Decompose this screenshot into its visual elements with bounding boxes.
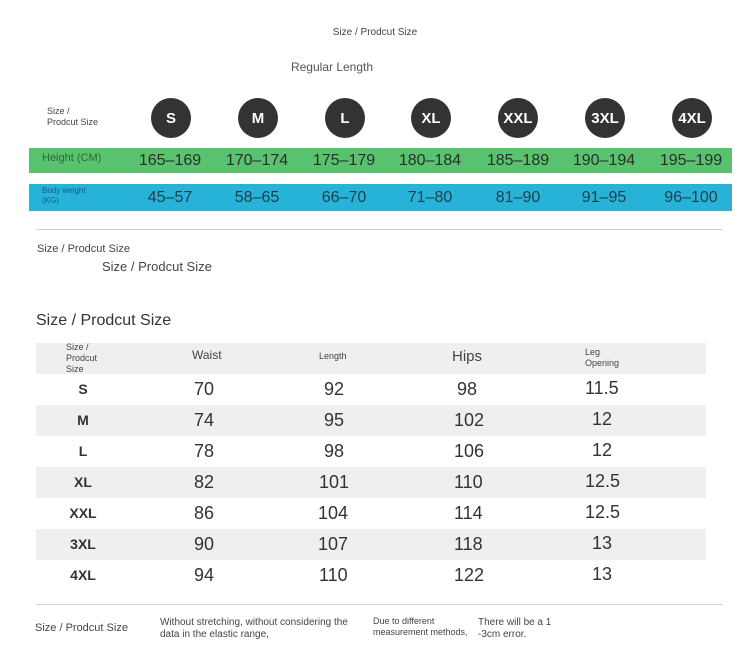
size-circle: 4XL (672, 98, 712, 138)
cell-hips: 118 (454, 534, 483, 554)
row-size: XXL (69, 505, 97, 521)
page-title: Size / Prodcut Size (332, 27, 418, 38)
height-value: 190–194 (572, 152, 636, 169)
cell-hips: 98 (457, 379, 478, 399)
cell-length: 95 (324, 410, 345, 430)
cell-hips: 110 (454, 472, 483, 492)
cell-leg-opening: 12 (592, 409, 613, 429)
size-circle: L (325, 98, 365, 138)
height-value: 180–184 (398, 152, 462, 169)
cell-hips: 106 (454, 441, 485, 461)
cell-waist: 82 (194, 472, 215, 492)
height-value: 175–179 (312, 152, 376, 169)
height-value: 170–174 (225, 152, 289, 169)
height-value: 195–199 (659, 152, 723, 169)
weight-value: 58–65 (234, 189, 280, 206)
weight-label: Body weight (KG) (42, 186, 86, 205)
row-size: 3XL (70, 536, 96, 552)
height-value: 165–169 (138, 152, 202, 169)
footer-note: Due to different measurement methods, (373, 616, 468, 637)
cell-hips: 114 (454, 503, 483, 523)
size-circle: XXL (498, 98, 538, 138)
weight-value: 45–57 (147, 189, 193, 206)
table-title: Size / Prodcut Size (36, 312, 172, 329)
cell-leg-opening: 12.5 (585, 502, 621, 522)
weight-value: 81–90 (495, 189, 541, 206)
cell-length: 101 (319, 472, 350, 492)
cell-waist: 90 (194, 534, 215, 554)
row-size: XL (74, 474, 92, 490)
cell-waist: 94 (194, 565, 215, 585)
size-row-label: Size / Prodcut Size (47, 106, 99, 127)
column-header-length: Length (319, 351, 347, 361)
cell-waist: 70 (194, 379, 215, 399)
size-circle: M (238, 98, 278, 138)
size-circle: 3XL (585, 98, 625, 138)
cell-leg-opening: 11.5 (585, 378, 619, 398)
cell-length: 92 (324, 379, 345, 399)
column-header-waist: Waist (192, 348, 222, 362)
footer-label: Size / Prodcut Size (35, 622, 128, 634)
cell-leg-opening: 12.5 (585, 471, 621, 491)
row-size: L (78, 443, 88, 459)
column-header-hips: Hips (452, 348, 483, 365)
cell-waist: 78 (194, 441, 215, 461)
cell-leg-opening: 12 (592, 440, 613, 460)
page-subtitle: Regular Length (290, 60, 374, 74)
cell-leg-opening: 13 (592, 533, 613, 553)
row-size: M (77, 412, 89, 428)
cell-length: 98 (324, 441, 345, 461)
weight-value: 91–95 (581, 189, 627, 206)
weight-value: 66–70 (321, 189, 367, 206)
cell-leg-opening: 13 (592, 564, 613, 584)
footer-note: Without stretching, without considering the data in the elastic range, (160, 617, 348, 640)
cell-hips: 122 (454, 565, 485, 585)
cell-length: 104 (318, 503, 349, 523)
cell-waist: 74 (194, 410, 215, 430)
weight-value: 71–80 (407, 189, 453, 206)
cell-hips: 102 (454, 410, 485, 430)
column-header-leg-opening: Leg Opening (585, 347, 620, 368)
weight-value: 96–100 (664, 189, 718, 206)
height-value: 185–189 (486, 152, 550, 169)
column-header-size: Size / Prodcut Size (66, 342, 98, 374)
cell-length: 110 (319, 565, 348, 585)
section-heading: Size / Prodcut Size (102, 259, 212, 274)
row-size: 4XL (70, 567, 96, 583)
size-circle: XL (411, 98, 451, 138)
section-heading: Size / Prodcut Size (37, 243, 130, 255)
divider (36, 229, 722, 230)
divider (36, 604, 722, 605)
height-label: Height (CM) (42, 152, 102, 164)
cell-length: 107 (318, 534, 349, 554)
size-circle: S (151, 98, 191, 138)
footer-note: There will be a 1 -3cm error. (478, 617, 552, 640)
cell-waist: 86 (194, 503, 215, 523)
row-size: S (78, 381, 88, 397)
